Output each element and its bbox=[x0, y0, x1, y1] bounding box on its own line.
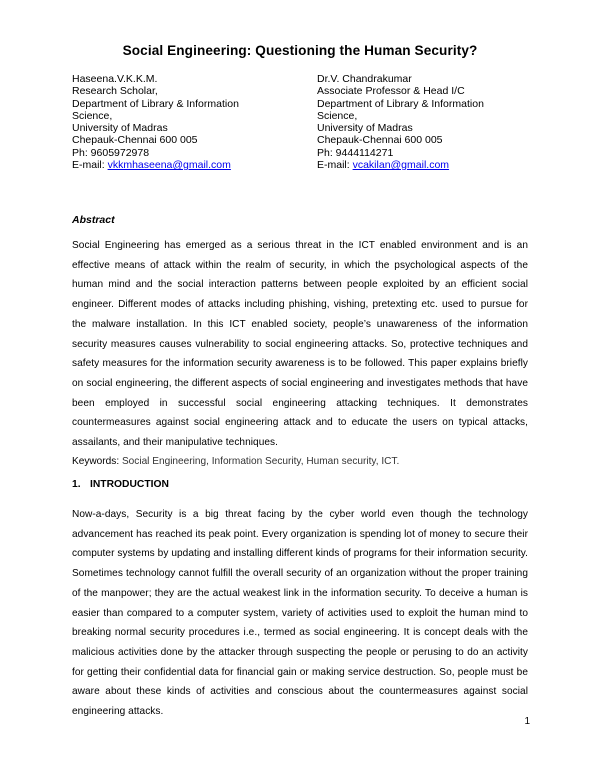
author-university: University of Madras bbox=[317, 122, 413, 135]
introduction-text: Now-a-days, Security is a big threat facing by the cyber world even though the technology advancement has reached its peak point. Every organization is spending lot of money to secure their computer systems by updating and installing different kinds of programs for their information security. Sometimes technology cannot fulfill the overall security of an organization without the proper training of the manpower; they are the actual weakest link in the information security. To deceive a human is easier than compared to a computer system, variety of activities used to exploit the human mind to breaking normal security procedures i.e., termed as social engineering. It is concept deals with the malicious activities done by the attacker through suspecting the people or perusing to do an activity for getting their confidential data for financial gain or making service destruction. So, people must be aware about these kinds of activities and conscious about the countermeasures against social engineering attacks. bbox=[72, 509, 528, 718]
author-designation: Research Scholar, bbox=[72, 85, 158, 98]
author-university: University of Madras bbox=[72, 122, 168, 135]
section-title: INTRODUCTION bbox=[90, 479, 169, 490]
keywords-value: Social Engineering, Information Security, Human security, ICT. bbox=[121, 456, 400, 467]
page-number: 1 bbox=[524, 716, 530, 727]
author-designation: Associate Professor & Head I/C bbox=[317, 85, 465, 98]
abstract-heading: Abstract bbox=[72, 214, 115, 226]
author-address: Chepauk-Chennai 600 005 bbox=[317, 134, 443, 147]
paper-title: Social Engineering: Questioning the Human Security? bbox=[122, 43, 478, 58]
author-email-link[interactable]: vkkmhaseena@gmail.com bbox=[107, 159, 231, 172]
author-department: Department of Library & Information bbox=[72, 97, 239, 110]
author-phone: Ph: 9444114271 bbox=[317, 146, 394, 159]
abstract-text: Social Engineering has emerged as a serious threat in the ICT enabled environment and is an effective means of attack within the realm of security, in which the psychological aspects of the human mind and the social interaction patterns between people exploited by an efficient social engineer. Different modes of attacks including phishing, vishing, pretexting etc. used to pursue for the malware installation. In this ICT enabled society, people’s unawareness of the information security measures causes vulnerability to social engineering attacks. So, protective techniques and safety measures for the information security awareness is to be followed. This paper explains briefly on social engineering, the different aspects of social engineering and investigates methods that have been employed in successful social engineering attacking techniques. It demonstrates countermeasures against social engineering attack and to educate the users on typical attacks, assailants, and their manipulative techniques. bbox=[72, 240, 528, 449]
author-email-link[interactable]: vcakilan@gmail.com bbox=[352, 159, 450, 172]
author-block-2 bbox=[317, 73, 527, 171]
email-label: E-mail: bbox=[72, 159, 108, 172]
author-block-1 bbox=[72, 73, 277, 171]
author-name: Dr.V. Chandrakumar bbox=[317, 73, 412, 85]
author-address: Chepauk-Chennai 600 005 bbox=[72, 134, 198, 147]
author-name: Haseena.V.K.K.M. bbox=[72, 73, 158, 85]
email-label: E-mail: bbox=[317, 159, 353, 172]
author-department: Department of Library & Information bbox=[317, 97, 484, 110]
keywords-label: Keywords: bbox=[72, 456, 122, 467]
section-heading-introduction bbox=[72, 479, 169, 490]
keywords-line bbox=[72, 455, 528, 469]
author-phone: Ph: 9605972978 bbox=[72, 146, 150, 159]
author-email-line bbox=[317, 159, 527, 171]
section-number: 1. bbox=[72, 479, 81, 490]
author-email-line bbox=[72, 159, 277, 171]
author-department-cont: Science, bbox=[72, 109, 113, 122]
author-department-cont: Science, bbox=[317, 109, 358, 122]
